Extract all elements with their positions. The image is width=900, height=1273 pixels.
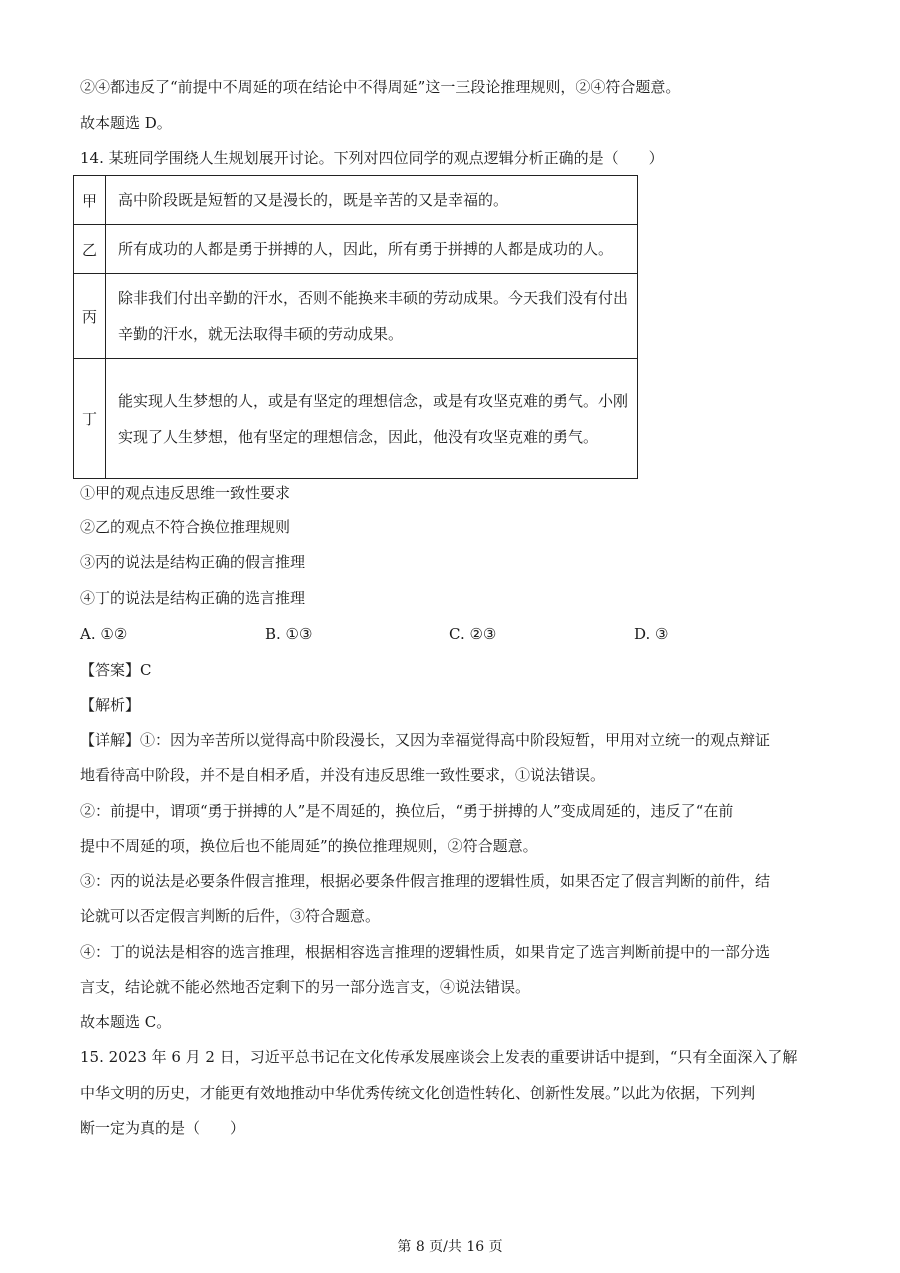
analysis-label: 【解析】 — [80, 696, 141, 714]
paragraph-line: 15. 2023 年 6 月 2 日，习近平总书记在文化传承发展座谈会上发表的重要讲话中提到，“只有全面深入了解 — [80, 1048, 798, 1066]
viewpoints-table — [73, 175, 638, 479]
statement-item: ③丙的说法是结构正确的假言推理 — [80, 553, 306, 571]
question-14-stem: 14. 某班同学围绕人生规划展开讨论。下列对四位同学的观点逻辑分析正确的是（ ） — [80, 149, 664, 167]
table-row — [74, 176, 638, 225]
paragraph-line: 【详解】①：因为辛苦所以觉得高中阶段漫长，又因为幸福觉得高中阶段短暂，甲用对立统一的观点辩证 — [80, 731, 771, 749]
paragraph-line: ④：丁的说法是相容的选言推理，根据相容选言推理的逻辑性质，如果肯定了选言判断前提中的一部分选 — [80, 943, 771, 961]
paragraph-line: 断一定为真的是（ ） — [80, 1119, 246, 1137]
student-view: 所有成功的人都是勇于拼搏的人，因此，所有勇于拼搏的人都是成功的人。 — [106, 225, 638, 274]
option-c: C. ②③ — [449, 625, 497, 643]
paragraph-line: 提中不周延的项，换位后也不能周延”的换位推理规则，②符合题意。 — [80, 837, 538, 855]
table-row — [74, 274, 638, 359]
paragraph-line: 故本题选 D。 — [80, 114, 172, 132]
option-a: A. ①② — [80, 625, 128, 643]
student-view: 高中阶段既是短暂的又是漫长的，既是辛苦的又是幸福的。 — [106, 176, 638, 225]
statement-item: ②乙的观点不符合换位推理规则 — [80, 518, 291, 536]
student-name: 丙 — [74, 274, 106, 359]
option-d: D. ③ — [634, 625, 669, 643]
paragraph-line: ②：前提中，谓项“勇于拼搏的人”是不周延的，换位后，“勇于拼搏的人”变成周延的，违反了“在前 — [80, 802, 734, 820]
paragraph-line: ②④都违反了“前提中不周延的项在结论中不得周延”这一三段论推理规则，②④符合题意。 — [80, 78, 681, 96]
student-view: 能实现人生梦想的人，或是有坚定的理想信念，或是有攻坚克难的勇气。小刚实现了人生梦想，他有坚定的理想信念，因此，他没有攻坚克难的勇气。 — [106, 359, 638, 479]
statement-item: ④丁的说法是结构正确的选言推理 — [80, 589, 306, 607]
answer-label: 【答案】C — [80, 661, 152, 679]
paragraph-line: 中华文明的历史，才能更有效地推动中华优秀传统文化创造性转化、创新性发展。”以此为依据，下列判 — [80, 1084, 756, 1102]
paragraph-line: 言支，结论就不能必然地否定剩下的另一部分选言支，④说法错误。 — [80, 978, 531, 996]
page-footer: 第 8 页/共 16 页 — [397, 1239, 503, 1255]
paragraph-line: 论就可以否定假言判断的后件，③符合题意。 — [80, 907, 381, 925]
student-name: 丁 — [74, 359, 106, 479]
student-view: 除非我们付出辛勤的汗水，否则不能换来丰硕的劳动成果。今天我们没有付出辛勤的汗水，就无法取得丰硕的劳动成果。 — [106, 274, 638, 359]
paragraph-line: 故本题选 C。 — [80, 1013, 172, 1031]
paragraph-line: ③：丙的说法是必要条件假言推理，根据必要条件假言推理的逻辑性质，如果否定了假言判断的前件，结 — [80, 872, 771, 890]
table-row — [74, 225, 638, 274]
statement-item: ①甲的观点违反思维一致性要求 — [80, 484, 291, 502]
table-row — [74, 359, 638, 479]
student-name: 乙 — [74, 225, 106, 274]
option-b: B. ①③ — [265, 625, 313, 643]
paragraph-line: 地看待高中阶段，并不是自相矛盾，并没有违反思维一致性要求，①说法错误。 — [80, 766, 606, 784]
student-name: 甲 — [74, 176, 106, 225]
